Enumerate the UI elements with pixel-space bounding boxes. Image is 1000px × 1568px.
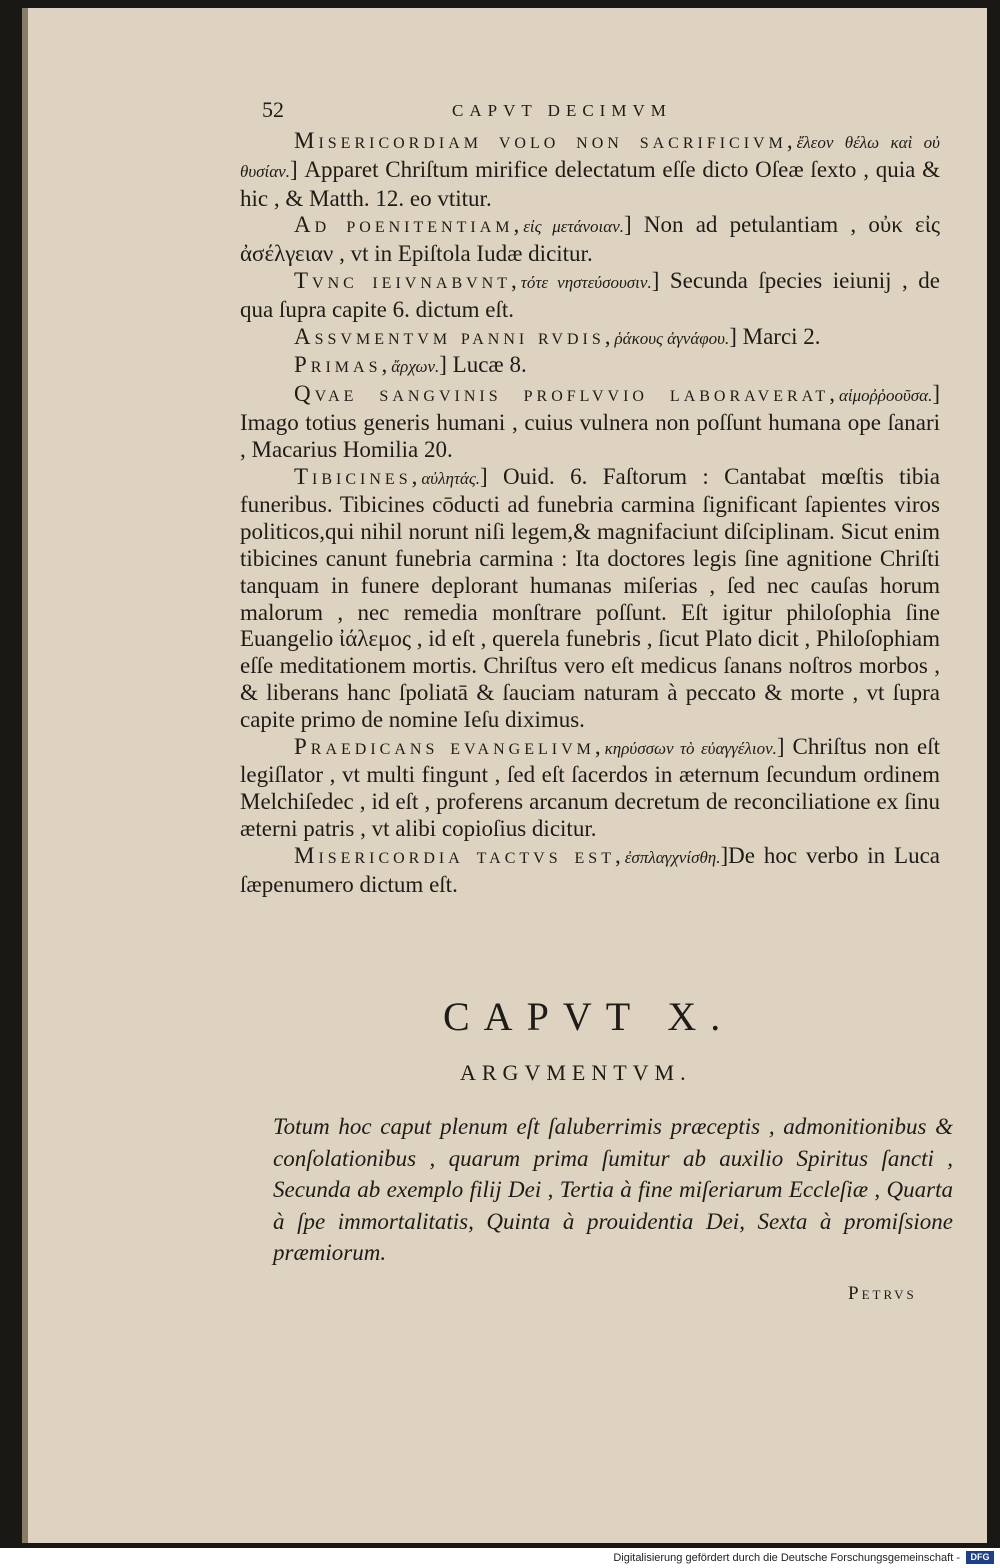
lemma: Primas, — [294, 352, 392, 378]
running-head — [262, 97, 942, 127]
entry — [240, 212, 940, 268]
lemma: Misericordiam volo non sacrificivm, — [294, 128, 797, 153]
running-title: CAPVT DECIMVM — [452, 101, 672, 120]
greek-text: ῥάκους ἀγνάφου. — [614, 328, 730, 348]
greek-text: αὐλητάς. — [421, 468, 481, 488]
footer-credit: Digitalisierung gefördert durch die Deutsche Forschungsgemeinschaft - — [613, 1552, 960, 1564]
greek-text: αἱμοῤῥοοῦσα. — [838, 386, 933, 406]
lemma: Assvmentvm panni rvdis, — [294, 323, 615, 349]
entry — [240, 381, 940, 463]
lemma: Ad poenitentiam, — [294, 212, 524, 238]
entry-text: ] Non ad petulantiam , οὐκ εἰς ἀσέλγειαν , vt in Epiſtola Iudæ dicitur. — [240, 212, 941, 267]
entry — [240, 843, 940, 899]
entry-text: ] Ouid. 6. Faſtorum : Cantabat mœſtis tibia funeribus. Tibicines cōducti ad funebria carmina ſignificant ſapientes viros politicos,qui nihil norunt niſi legem,& magnifaciunt diſciplinam. Sicut enim tibicines canunt funebria carmina : Ita doctores legis ſine agnitione Chriſti tanquam in funere deplorant humanas miſerias , ſed nec cauſas horum malorum , nec remedia monſtrare poſſunt. Eſt igitur philoſophia ſine Euangelio ἰάλεμος , id eſt , querela funebris , ſicut Plato dicit , Philoſophiam eſſe meditationem mortis. Chriſtus vero eſt medicus ſanans noſtros morbos , & liberans hanc ſpoliatā & ſauciam naturam à peccato & morte , vt ſupra capite primo de nomine Ieſu diximus. — [240, 463, 940, 732]
entry-text: ] Chriſtus non eſt legiſlator , vt multi fingunt , ſed eſt ſacerdos in æternum ſecundum ordinem Melchiſedec , id eſt , proferens arcanum decretum de reconciliatione ex ſinu æterni patris , vt alibi copioſius dicitur. — [240, 733, 940, 841]
argument-text: Totum hoc caput plenum eſt ſaluberrimis præceptis , admonitionibus & conſolationibus , quarum prima ſumitur ab auxilio Spiritus ſancti , Secunda ab exemplo filij Dei , Tertia à fine miſeriarum Eccleſiæ , Quarta à ſpe immortalitatis, Quinta à prouidentia Dei, Sexta à promiſsione præmiorum. — [273, 1114, 953, 1265]
footer-bar — [0, 1548, 1000, 1568]
entry-text: ] Marci 2. — [729, 323, 821, 349]
lemma: Tvnc ieivnabvnt, — [294, 267, 521, 293]
entry-text: ]De hoc verbo in Luca ſæpenumero dictum eſt. — [240, 842, 940, 897]
entry-text: ] Secunda ſpecies ieiunij , de qua ſupra capite 6. dictum eſt. — [240, 267, 940, 322]
greek-text: εἰς μετάνοιαν. — [523, 217, 624, 237]
page-number: 52 — [262, 97, 284, 122]
dfg-logo-icon: DFG — [966, 1551, 994, 1564]
greek-text: κηρύσσων τὸ εὐαγγέλιον. — [604, 738, 777, 758]
greek-text: ἐσπλαγχνίσθη. — [624, 847, 721, 867]
entry — [240, 734, 940, 843]
lemma: Tibicines, — [294, 463, 422, 489]
catchword: Petrvs — [848, 1283, 917, 1304]
greek-text: ἄρχων. — [391, 357, 440, 377]
lemma: Praedicans evangelivm, — [294, 733, 605, 759]
commentary-text — [240, 128, 940, 898]
entry-text: ] Lucæ 8. — [439, 352, 527, 378]
entry — [240, 352, 940, 381]
lemma: Misericordia tactvs est, — [294, 842, 625, 868]
entry — [240, 268, 940, 324]
entry-text: ] Apparet Chriſtum mirifice delectatum eſſe dicto Oſeæ ſexto , quia & hic , & Matth. 12. eo vtitur. — [240, 156, 940, 211]
greek-text: ἔλεον θέλω καὶ οὐ θυσίαν. — [240, 133, 940, 181]
greek-text: τότε νηστεύσουσιν. — [520, 272, 652, 292]
book-page — [22, 8, 987, 1543]
entry — [240, 464, 940, 734]
entry — [240, 324, 940, 353]
lemma: Qvae sangvinis proflvvio laboraverat, — [294, 381, 839, 407]
argument-heading: ARGVMENTVM. — [460, 1060, 692, 1085]
chapter-title: CAPVT X. — [443, 994, 735, 1039]
entry-text: ] Imago totius generis humani , cuius vulnera non poſſunt humana ope ſanari , Macarius Homilia 20. — [240, 381, 940, 462]
entry — [240, 128, 940, 212]
